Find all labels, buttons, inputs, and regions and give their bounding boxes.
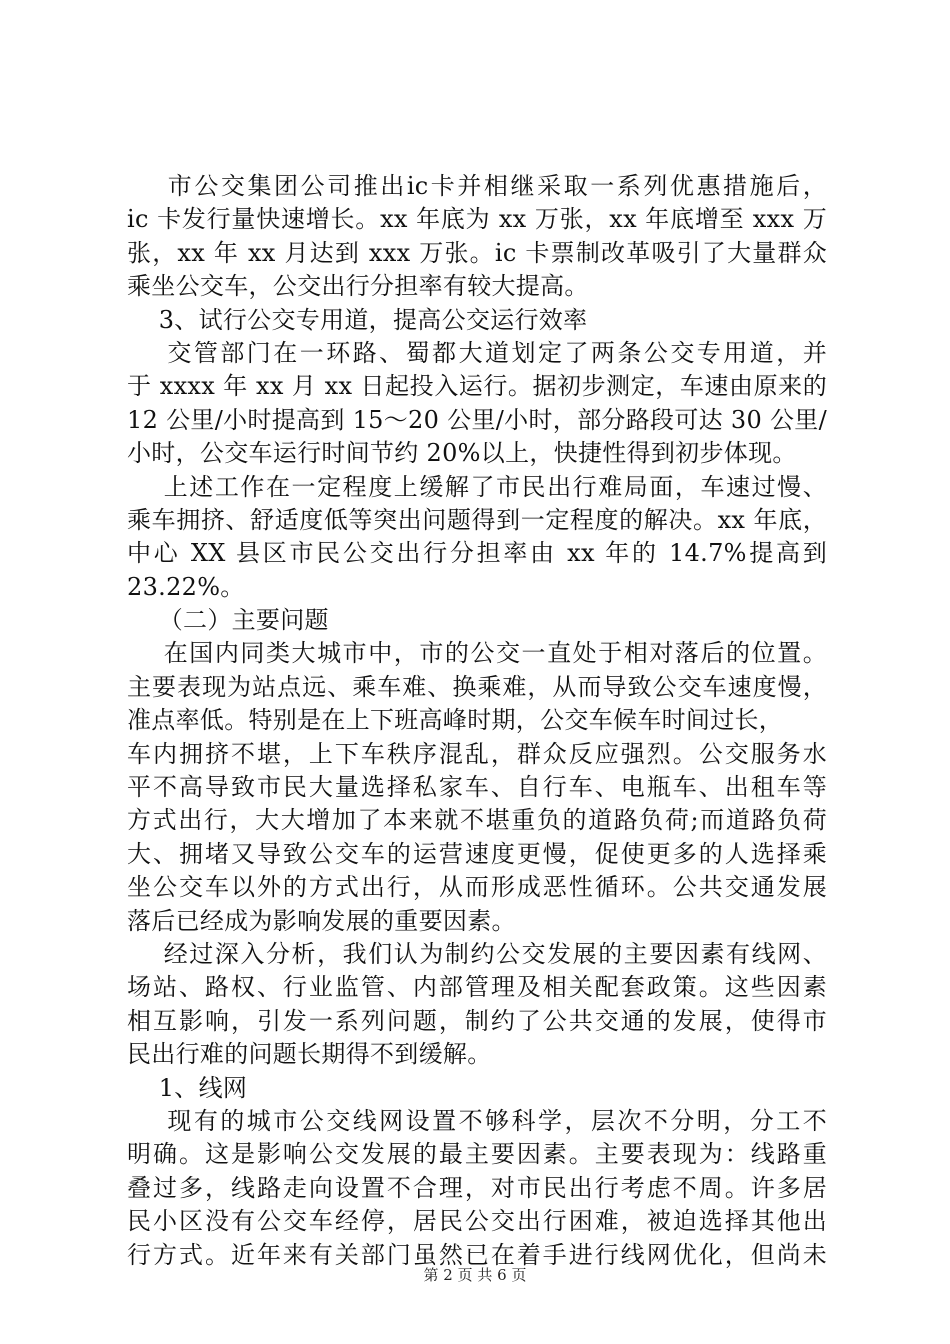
text-line: 1、线网 (127, 1073, 248, 1102)
text-line: 乘车拥挤、舒适度低等突出问题得到一定程度的解决。xx 年底， (127, 505, 827, 534)
text-line: 经过深入分析，我们认为制约公交发展的主要因素有线网、 (127, 939, 827, 968)
text-line: 市公交集团公司推出ic卡并相继采取一系列优惠措施后， (127, 172, 827, 200)
text-line: 交管部门在一环路、蜀都大道划定了两条公交专用道，并 (127, 338, 827, 367)
text-line: 准点率低。特别是在上下班高峰时期，公交车候车时间过长， (127, 706, 784, 735)
body-text (127, 170, 827, 1272)
text-line: 乘坐公交车，公交出行分担率有较大提高。 (127, 272, 589, 301)
text-line: 平不高导致市民大量选择私家车、自行车、电瓶车、出租车等 (127, 773, 827, 802)
text-line: 张，xx 年 xx 月达到 xxx 万张。ic 卡票制改革吸引了大量群众 (127, 238, 827, 267)
page-footer: 第 2 页 共 6 页 (423, 1266, 527, 1284)
text-line: 方式出行，大大增加了本来就不堪重负的道路负荷;而道路负荷 (127, 806, 827, 835)
text-line: 12 公里/小时提高到 15～20 公里/小时，部分路段可达 30 公里/ (127, 405, 827, 434)
text-line: 明确。这是影响公交发展的最主要因素。主要表现为：线路重 (127, 1140, 827, 1169)
text-line: 上述工作在一定程度上缓解了市民出行难局面，车速过慢、 (127, 472, 827, 501)
text-line: 23.22%。 (127, 572, 245, 601)
text-line: 车内拥挤不堪，上下车秩序混乱，群众反应强烈。公交服务水 (127, 739, 827, 768)
text-line: ic 卡发行量快速增长。xx 年底为 xx 万张，xx 年底增至 xxx 万 (127, 205, 827, 234)
text-line: 主要表现为站点远、乘车难、换乘难，从而导致公交车速度慢， (127, 672, 827, 701)
text-line: 于 xxxx 年 xx 月 xx 日起投入运行。据初步测定，车速由原来的 (127, 372, 827, 401)
text-line: 在国内同类大城市中，市的公交一直处于相对落后的位置。 (127, 639, 827, 668)
text-line: 行方式。近年来有关部门虽然已在着手进行线网优化，但尚未 (127, 1240, 827, 1269)
text-line: 3、试行公交专用道，提高公交运行效率 (127, 305, 588, 334)
text-line: 中心 XX 县区市民公交出行分担率由 xx 年的 14.7%提高到 (127, 539, 827, 568)
text-line: （二）主要问题 (127, 606, 329, 635)
text-line: 民小区没有公交车经停，居民公交出行困难，被迫选择其他出 (127, 1207, 827, 1236)
text-line: 小时，公交车运行时间节约 20%以上，快捷性得到初步体现。 (127, 439, 797, 468)
text-line: 相互影响，引发一系列问题，制约了公共交通的发展，使得市 (127, 1006, 827, 1035)
text-line: 民出行难的问题长期得不到缓解。 (127, 1040, 492, 1069)
text-line: 叠过多，线路走向设置不合理，对市民出行考虑不周。许多居 (127, 1173, 827, 1202)
text-line: 场站、路权、行业监管、内部管理及相关配套政策。这些因素 (127, 973, 827, 1002)
text-line: 落后已经成为影响发展的重要因素。 (127, 906, 516, 935)
text-line: 现有的城市公交线网设置不够科学，层次不分明，分工不 (127, 1106, 827, 1135)
text-line: 坐公交车以外的方式出行，从而形成恶性循环。公共交通发展 (127, 873, 827, 902)
text-line: 大、拥堵又导致公交车的运营速度更慢，促使更多的人选择乘 (127, 839, 827, 868)
